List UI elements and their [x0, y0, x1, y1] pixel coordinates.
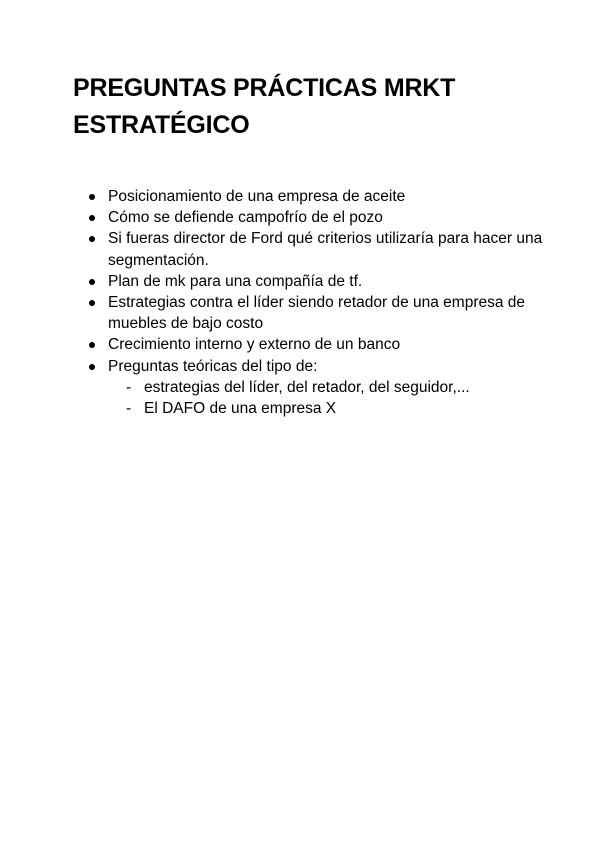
questions-list [108, 186, 548, 419]
list-item-text: Crecimiento interno y externo de un banco [108, 336, 401, 354]
sub-list-item [126, 398, 548, 419]
list-item-text: Preguntas teóricas del tipo de: [108, 357, 318, 375]
list-item [108, 207, 548, 228]
bullet-icon [89, 215, 95, 221]
list-item [108, 271, 548, 292]
dash-marker: - [126, 378, 132, 396]
sub-list-item [126, 377, 548, 398]
sub-list-item-text: El DAFO de una empresa X [144, 400, 337, 418]
list-item-text: Posicionamiento de una empresa de aceite [108, 188, 406, 205]
list-item [108, 186, 548, 207]
list-item [108, 356, 548, 420]
sub-list-item-text: estrategias del líder, del retador, del seguidor,... [144, 378, 470, 396]
bullet-icon [89, 194, 95, 200]
list-item-text: Estrategias contra el líder siendo retador de una empresa de muebles de bajo costo [108, 294, 526, 333]
document-title: PREGUNTAS PRÁCTICAS MRKT ESTRATÉGICO [73, 74, 456, 139]
list-item [108, 228, 548, 270]
list-item [108, 334, 548, 355]
bullet-icon [89, 236, 95, 242]
dash-marker: - [126, 400, 132, 418]
sub-list [108, 377, 548, 419]
list-item-text: Cómo se defiende campofrío de el pozo [108, 209, 383, 227]
list-item-text: Plan de mk para una compañía de tf. [108, 272, 363, 290]
bullet-icon [89, 300, 95, 306]
list-item [108, 292, 548, 334]
list-item-text: Si fueras director de Ford qué criterios utilizaría para hacer una segmentación. [108, 230, 543, 269]
bullet-icon [89, 279, 95, 285]
bullet-icon [89, 364, 95, 370]
bullet-icon [89, 342, 95, 348]
